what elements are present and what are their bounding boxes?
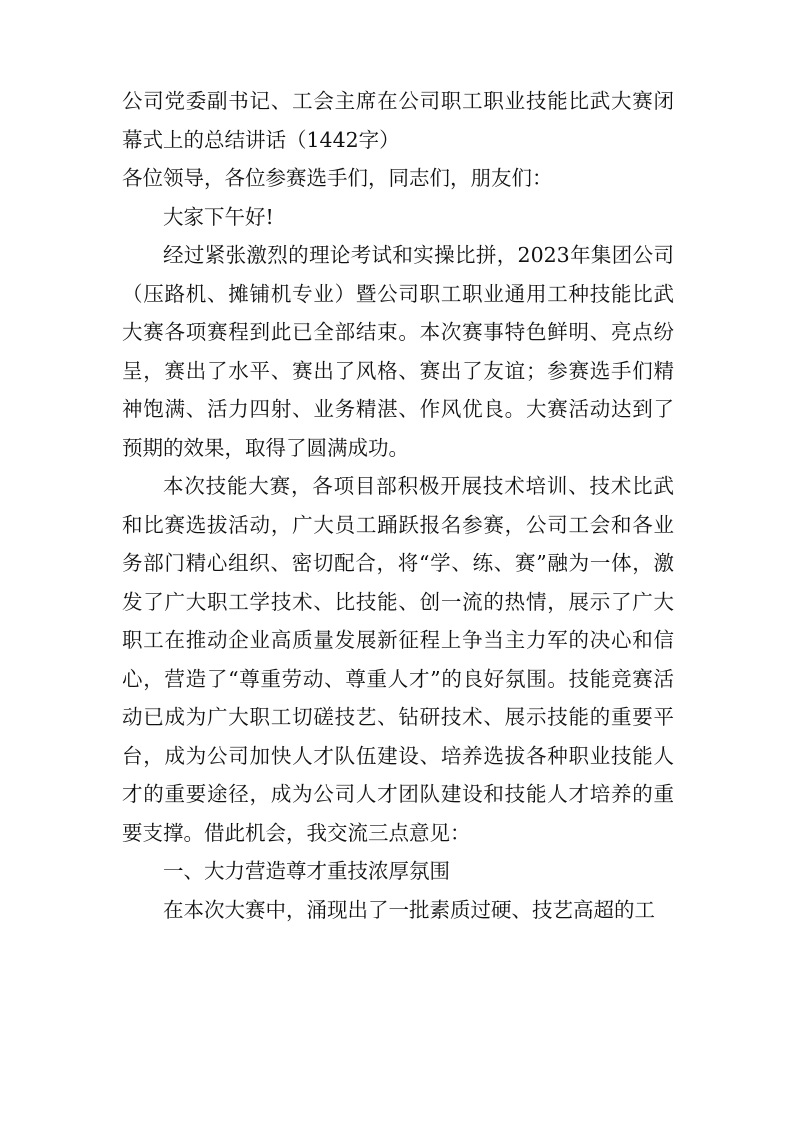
greeting: 大家下午好! — [163, 204, 274, 229]
section-heading: 一、大力营造尊才重技浓厚氛围 — [163, 859, 450, 883]
body-paragraph: 经过紧张激烈的理论考试和实操比拼，2023年集团公司（压路机、摊铺机专业）暨公司职工职业通用工种技能比武大赛各项赛程到此已全部结束。本次赛事特色鲜明、亮点纷呈，赛出了水平、赛出了风格、赛出了友谊；参赛选手们精神饱满、活力四射、业务精湛、作风优良。大赛活动达到了预期的效果，取得了圆满成功。 — [122, 243, 674, 460]
body-paragraph: 在本次大赛中，涌现出了一批素质过硬、技艺高超的工 — [163, 897, 655, 922]
document-page — [122, 82, 674, 929]
salutation: 各位领导，各位参赛选手们，同志们，朋友们： — [122, 166, 553, 190]
document-title: 公司党委副书记、工会主席在公司职工职业技能比武大赛闭幕式上的总结讲话（1442字） — [122, 89, 674, 152]
body-paragraph: 本次技能大赛，各项目部积极开展技术培训、技术比武和比赛选拔活动，广大员工踊跃报名参赛，公司工会和各业务部门精心组织、密切配合，将“学、练、赛”融为一体，激发了广大职工学技术、比技能、创一流的热情，展示了广大职工在推动企业高质量发展新征程上争当主力军的决心和信心，营造了“尊重劳动、尊重人才”的良好氛围。技能竞赛活动已成为广大职工切磋技艺、钻研技术、展示技能的重要平台，成为公司加快人才队伍建设、培养选拔各种职业技能人才的重要途径，成为公司人才团队建设和技能人才培养的重要支撑。借此机会，我交流三点意见： — [122, 474, 674, 845]
